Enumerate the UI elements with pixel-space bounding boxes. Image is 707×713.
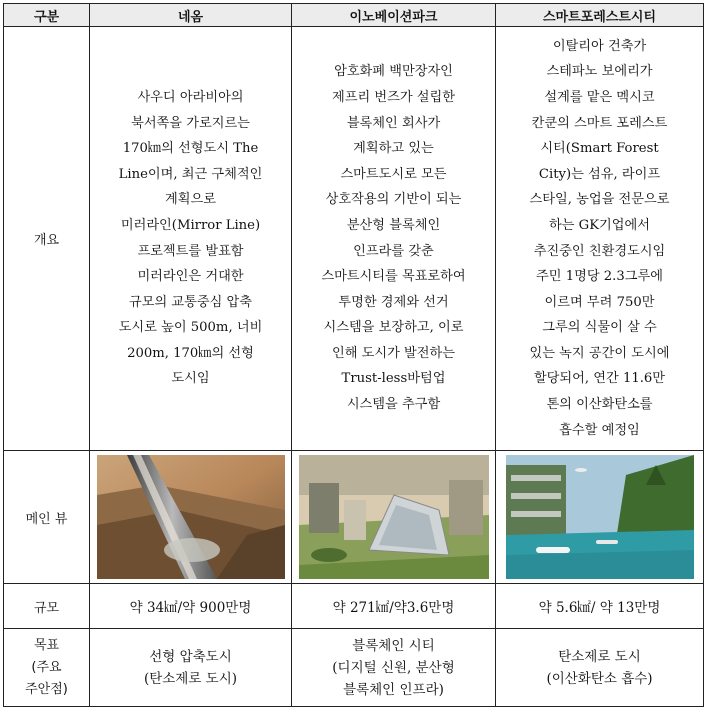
main-view-label: 메인 뷰 xyxy=(4,451,90,584)
innovation-park-scale: 약 271㎢/약3.6만명 xyxy=(292,584,496,629)
text-line: 스테파노 보에리가 xyxy=(546,64,653,80)
goal-label-line: 목표 xyxy=(33,637,60,653)
overview-row xyxy=(4,27,704,451)
text-line: 제프리 번즈가 설립한 xyxy=(331,89,456,105)
text-line: 주민 1명당 2.3그루에 xyxy=(536,269,663,285)
header-row xyxy=(4,4,704,27)
scale-row xyxy=(4,584,704,629)
goal-label xyxy=(4,629,90,707)
smart-forest-city-goal xyxy=(496,629,704,707)
text-line: 탄소제로 도시 xyxy=(558,648,641,665)
text-line: 계획으로 xyxy=(165,192,216,208)
text-line: 암호화폐 백만장자인 xyxy=(334,64,453,80)
text-line: 칸쿤의 스마트 포레스트 xyxy=(531,115,668,131)
text-line: 북서쪽을 가로지르는 xyxy=(131,115,250,131)
text-line: 계획하고 있는 xyxy=(353,141,434,157)
text-line: 상호작용의 기반이 되는 xyxy=(325,192,462,208)
overview-label: 개요 xyxy=(4,27,90,451)
text-line: 이탈리아 건축가 xyxy=(552,38,647,54)
text-line: 블록체인 시티 xyxy=(352,637,435,654)
text-line: 하는 GK기업에서 xyxy=(548,217,650,233)
smart-forest-city-rendering-image xyxy=(506,455,694,579)
text-line: 스마트시티를 목표로하여 xyxy=(321,269,466,285)
text-line: 블록체인 인프라) xyxy=(343,681,444,698)
innovation-park-goal xyxy=(292,629,496,707)
text-line: (탄소제로 도시) xyxy=(143,670,238,687)
text-line: 스마트도시로 모든 xyxy=(340,166,447,182)
header-innovation-park: 이노베이션파크 xyxy=(292,4,496,27)
text-line: (디지털 신원, 분산형 xyxy=(332,659,455,676)
smart-forest-city-image-cell xyxy=(496,451,704,584)
text-line: 도시임 xyxy=(171,371,210,387)
scale-label: 규모 xyxy=(4,584,90,629)
text-line: Line이며, 최근 구체적인 xyxy=(118,166,263,182)
innovation-park-overview xyxy=(292,27,496,451)
text-line: 시스템을 추구함 xyxy=(346,397,441,413)
text-line: 시스템을 보장하고, 이로 xyxy=(323,320,464,336)
goal-label-line: (주요 xyxy=(31,659,62,675)
text-line: 선형 압축도시 xyxy=(149,648,232,665)
text-line: 설계를 맡은 멕시코 xyxy=(544,89,655,105)
neom-rendering-image xyxy=(97,455,285,579)
text-line: 170㎞의 선형도시 The xyxy=(122,141,259,157)
text-line: 사우디 아라비아의 xyxy=(137,89,244,105)
goal-label-line: 주안점) xyxy=(25,681,68,697)
comparison-table xyxy=(3,3,704,707)
text-line: City)는 섬유, 라이프 xyxy=(538,166,661,182)
main-view-row xyxy=(4,451,704,584)
header-category: 구분 xyxy=(4,4,90,27)
innovation-park-rendering-image xyxy=(299,455,489,579)
text-line: 규모의 교통중심 압축 xyxy=(128,294,253,310)
text-line: (이산화탄소 흡수) xyxy=(546,670,653,687)
text-line: 시티(Smart Forest xyxy=(540,141,659,157)
text-line: 추진중인 친환경도시임 xyxy=(533,243,666,259)
text-line: 그루의 식물이 살 수 xyxy=(542,320,657,336)
neom-scale: 약 34㎢/약 900만명 xyxy=(90,584,292,629)
text-line: 블록체인 회사가 xyxy=(346,115,441,131)
header-smart-forest-city: 스마트포레스트시티 xyxy=(496,4,704,27)
text-line: Trust-less바텀업 xyxy=(341,371,446,387)
smart-forest-city-scale: 약 5.6㎢/ 약 13만명 xyxy=(496,584,704,629)
header-neom: 네옴 xyxy=(90,4,292,27)
text-line: 투명한 경제와 선거 xyxy=(338,294,449,310)
text-line: 200m, 170㎞의 선형 xyxy=(127,345,254,361)
neom-overview xyxy=(90,27,292,451)
text-line: 인해 도시가 발전하는 xyxy=(331,345,456,361)
text-line: 스타일, 농업을 전문으로 xyxy=(529,192,670,208)
innovation-park-image-cell xyxy=(292,451,496,584)
smart-forest-city-overview xyxy=(496,27,704,451)
text-line: 흡수할 예정임 xyxy=(559,422,640,438)
text-line: 톤의 이산화탄소를 xyxy=(546,397,653,413)
text-line: 미러라인은 거대한 xyxy=(137,269,244,285)
text-line: 프로젝트를 발표함 xyxy=(137,243,244,259)
text-line: 있는 녹지 공간이 도시에 xyxy=(529,345,670,361)
goal-row xyxy=(4,629,704,707)
neom-goal xyxy=(90,629,292,707)
text-line: 도시로 높이 500m, 너비 xyxy=(118,320,263,336)
text-line: 이르며 무려 750만 xyxy=(544,294,655,310)
text-line: 분산형 블록체인 xyxy=(346,217,441,233)
text-line: 인프라를 갖춘 xyxy=(353,243,434,259)
neom-image-cell xyxy=(90,451,292,584)
text-line: 미러라인(Mirror Line) xyxy=(120,217,261,233)
text-line: 할당되어, 연간 11.6만 xyxy=(533,371,666,387)
